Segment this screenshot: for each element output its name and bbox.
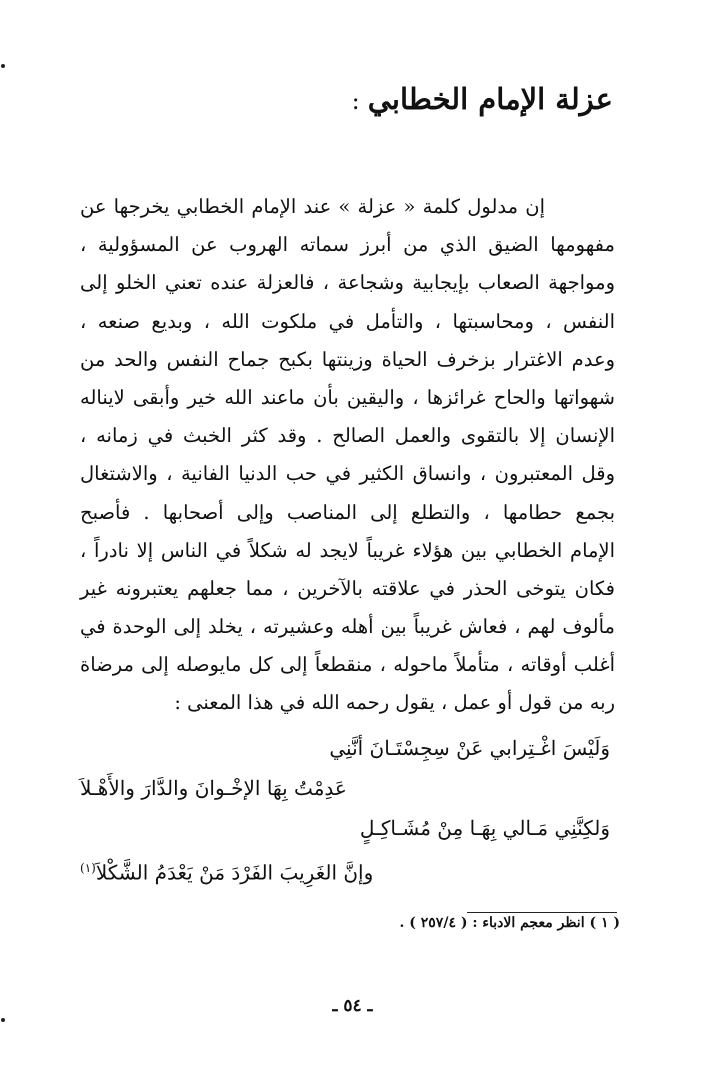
- text-line: ربه من قول أو عمل ، يقول رحمه الله في هذا المعنى :: [174, 691, 615, 715]
- text-line: مألوف لهم ، فعاش غريباً بين أهله وعشيرته ، يخلد إلى الوحدة في: [80, 615, 615, 639]
- text-line: وقل المعتبرون ، وانساق الكثير في حب الدنيا الفانية ، والاشتغال: [80, 462, 615, 486]
- section-heading-title: عزلة الإمام الخطابي: [367, 82, 613, 116]
- section-heading: [352, 82, 613, 116]
- text-line: وعدم الاغترار بزخرف الحياة وزينتها بكبح جماح النفس والحد من: [80, 347, 615, 371]
- text-line: مفهومها الضيق الذي من أبرز سماته الهروب عن المسؤولية ،: [80, 233, 615, 257]
- section-heading-colon: :: [351, 87, 360, 115]
- poem-hemistich: وَلَيْسَ اغْـتِرابي عَنْ سِجِسْتَـانَ أنَّنِي: [329, 736, 610, 760]
- text-line: الإمام الخطابي بين هؤلاء غريباً لايجد له شكلاً في الناس إلا نادراً ،: [80, 538, 615, 562]
- poem-hemistich: عَدِمْتُ بِهَا الإخْـوانَ والدَّارَ والأَهْـلاَ: [80, 776, 347, 800]
- scan-mark-dot: [1, 64, 5, 68]
- page-number: ـ ٥٤ ـ: [332, 996, 373, 1016]
- footnote: ( ١ ) انظر معجم الادباء : ( ٢٥٧/٤ ) .: [399, 915, 620, 931]
- scan-mark-dot: [1, 1018, 5, 1022]
- text-line: أغلب أوقاته ، متأملاً ماحوله ، منقطعاً إلى كل مايوصله إلى مرضاة: [80, 653, 615, 677]
- poem-hemistich: وإنَّ الغَرِيبَ الفَرْدَ مَنْ يَعْدَمُ الشَّكْلاَ: [95, 860, 374, 885]
- poem-hemistich: وَلكِنَّنِي مَـالي بِهَـا مِنْ مُشَـاكِـلٍ: [359, 816, 610, 840]
- text-line: النفس ، ومحاسبتها ، والتأمل في ملكوت الله ، وبديع صنعه ،: [80, 309, 615, 333]
- text-line: إن مدلول كلمة « عزلة » عند الإمام الخطابي يخرجها عن: [80, 195, 545, 218]
- text-line: شهواتها والحاح غرائزها ، واليقين بأن ماعند الله خير وأبقى لايناله: [80, 385, 615, 409]
- footnote-separator: [467, 912, 617, 913]
- footnote-marker: (١): [80, 861, 96, 875]
- text-line: ومواجهة الصعاب بإيجابية وشجاعة ، فالعزلة عنده تعني الخلو إلى: [80, 271, 615, 295]
- body-paragraph: [80, 188, 615, 723]
- poem-verses: [80, 728, 610, 888]
- text-line: الإنسان إلا بالتقوى والعمل الصالح . وقد كثر الخبث في زمانه ،: [80, 424, 615, 448]
- text-line: بجمع حطامها ، والتطلع إلى المناصب وإلى أصحابها . فأصبح: [80, 500, 615, 524]
- poem-hemistich-with-note: [80, 848, 610, 888]
- text-line: فكان يتوخى الحذر في علاقته بالآخرين ، مما جعلهم يعتبرونه غير: [80, 576, 615, 600]
